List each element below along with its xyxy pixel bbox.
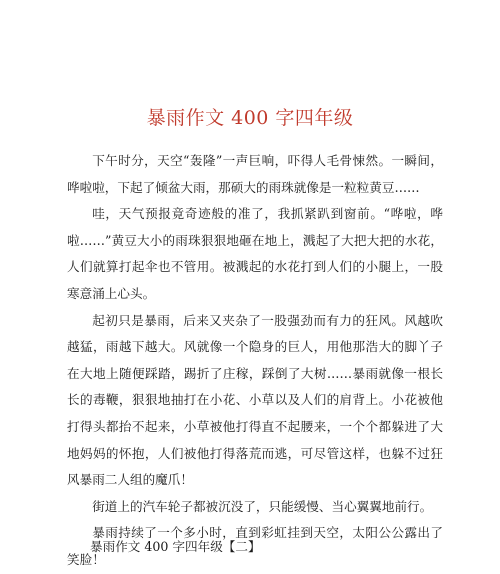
- document-body: [67, 148, 443, 574]
- paragraph: 下午时分，天空“轰隆”一声巨响，吓得人毛骨悚然。一瞬间，哗啦啦，下起了倾盆大雨，那硕大的雨珠就像是一粒粒黄豆……: [67, 153, 443, 195]
- document-title: 暴雨作文 400 字四年级: [146, 107, 354, 129]
- paragraph: 哇，天气预报竟奇迹般的准了，我抓紧趴到窗前。“哗啦，哗啦……”黄豆大小的雨珠狠狠地砸在地上，溅起了大把大把的水花，人们就算打起伞也不管用。被溅起的水花打到人们的小腿上，一股寒意涌上心头。: [67, 206, 443, 301]
- paragraph: 街道上的汽车轮子都被沉没了，只能缓慢、当心翼翼地前行。: [92, 498, 433, 514]
- next-section-heading: 暴雨作文 400 字四年级【二】: [90, 539, 261, 554]
- paragraph: 起初只是暴雨，后来又夹杂了一股强劲而有力的狂风。风越吹越猛，雨越下越大。风就像一个隐身的巨人，用他那浩大的脚丫子在大地上随便踩踏，踢折了庄稼，踩倒了大树……暴雨就像一根长长的毒鞭，狠狠地抽打在小花、小草以及人们的肩背上。小花被他打得头都抬不起来，小草被他打得直不起腰来，一个个都躲进了大地妈妈的怀抱，人们被他打得落荒而逃，可尽管这样，也躲不过狂风暴雨二人组的魔爪！: [67, 312, 443, 488]
- paragraph: 暴雨持续了一个多小时，直到彩虹挂到天空，太阳公公露出了笑脸！: [67, 525, 443, 567]
